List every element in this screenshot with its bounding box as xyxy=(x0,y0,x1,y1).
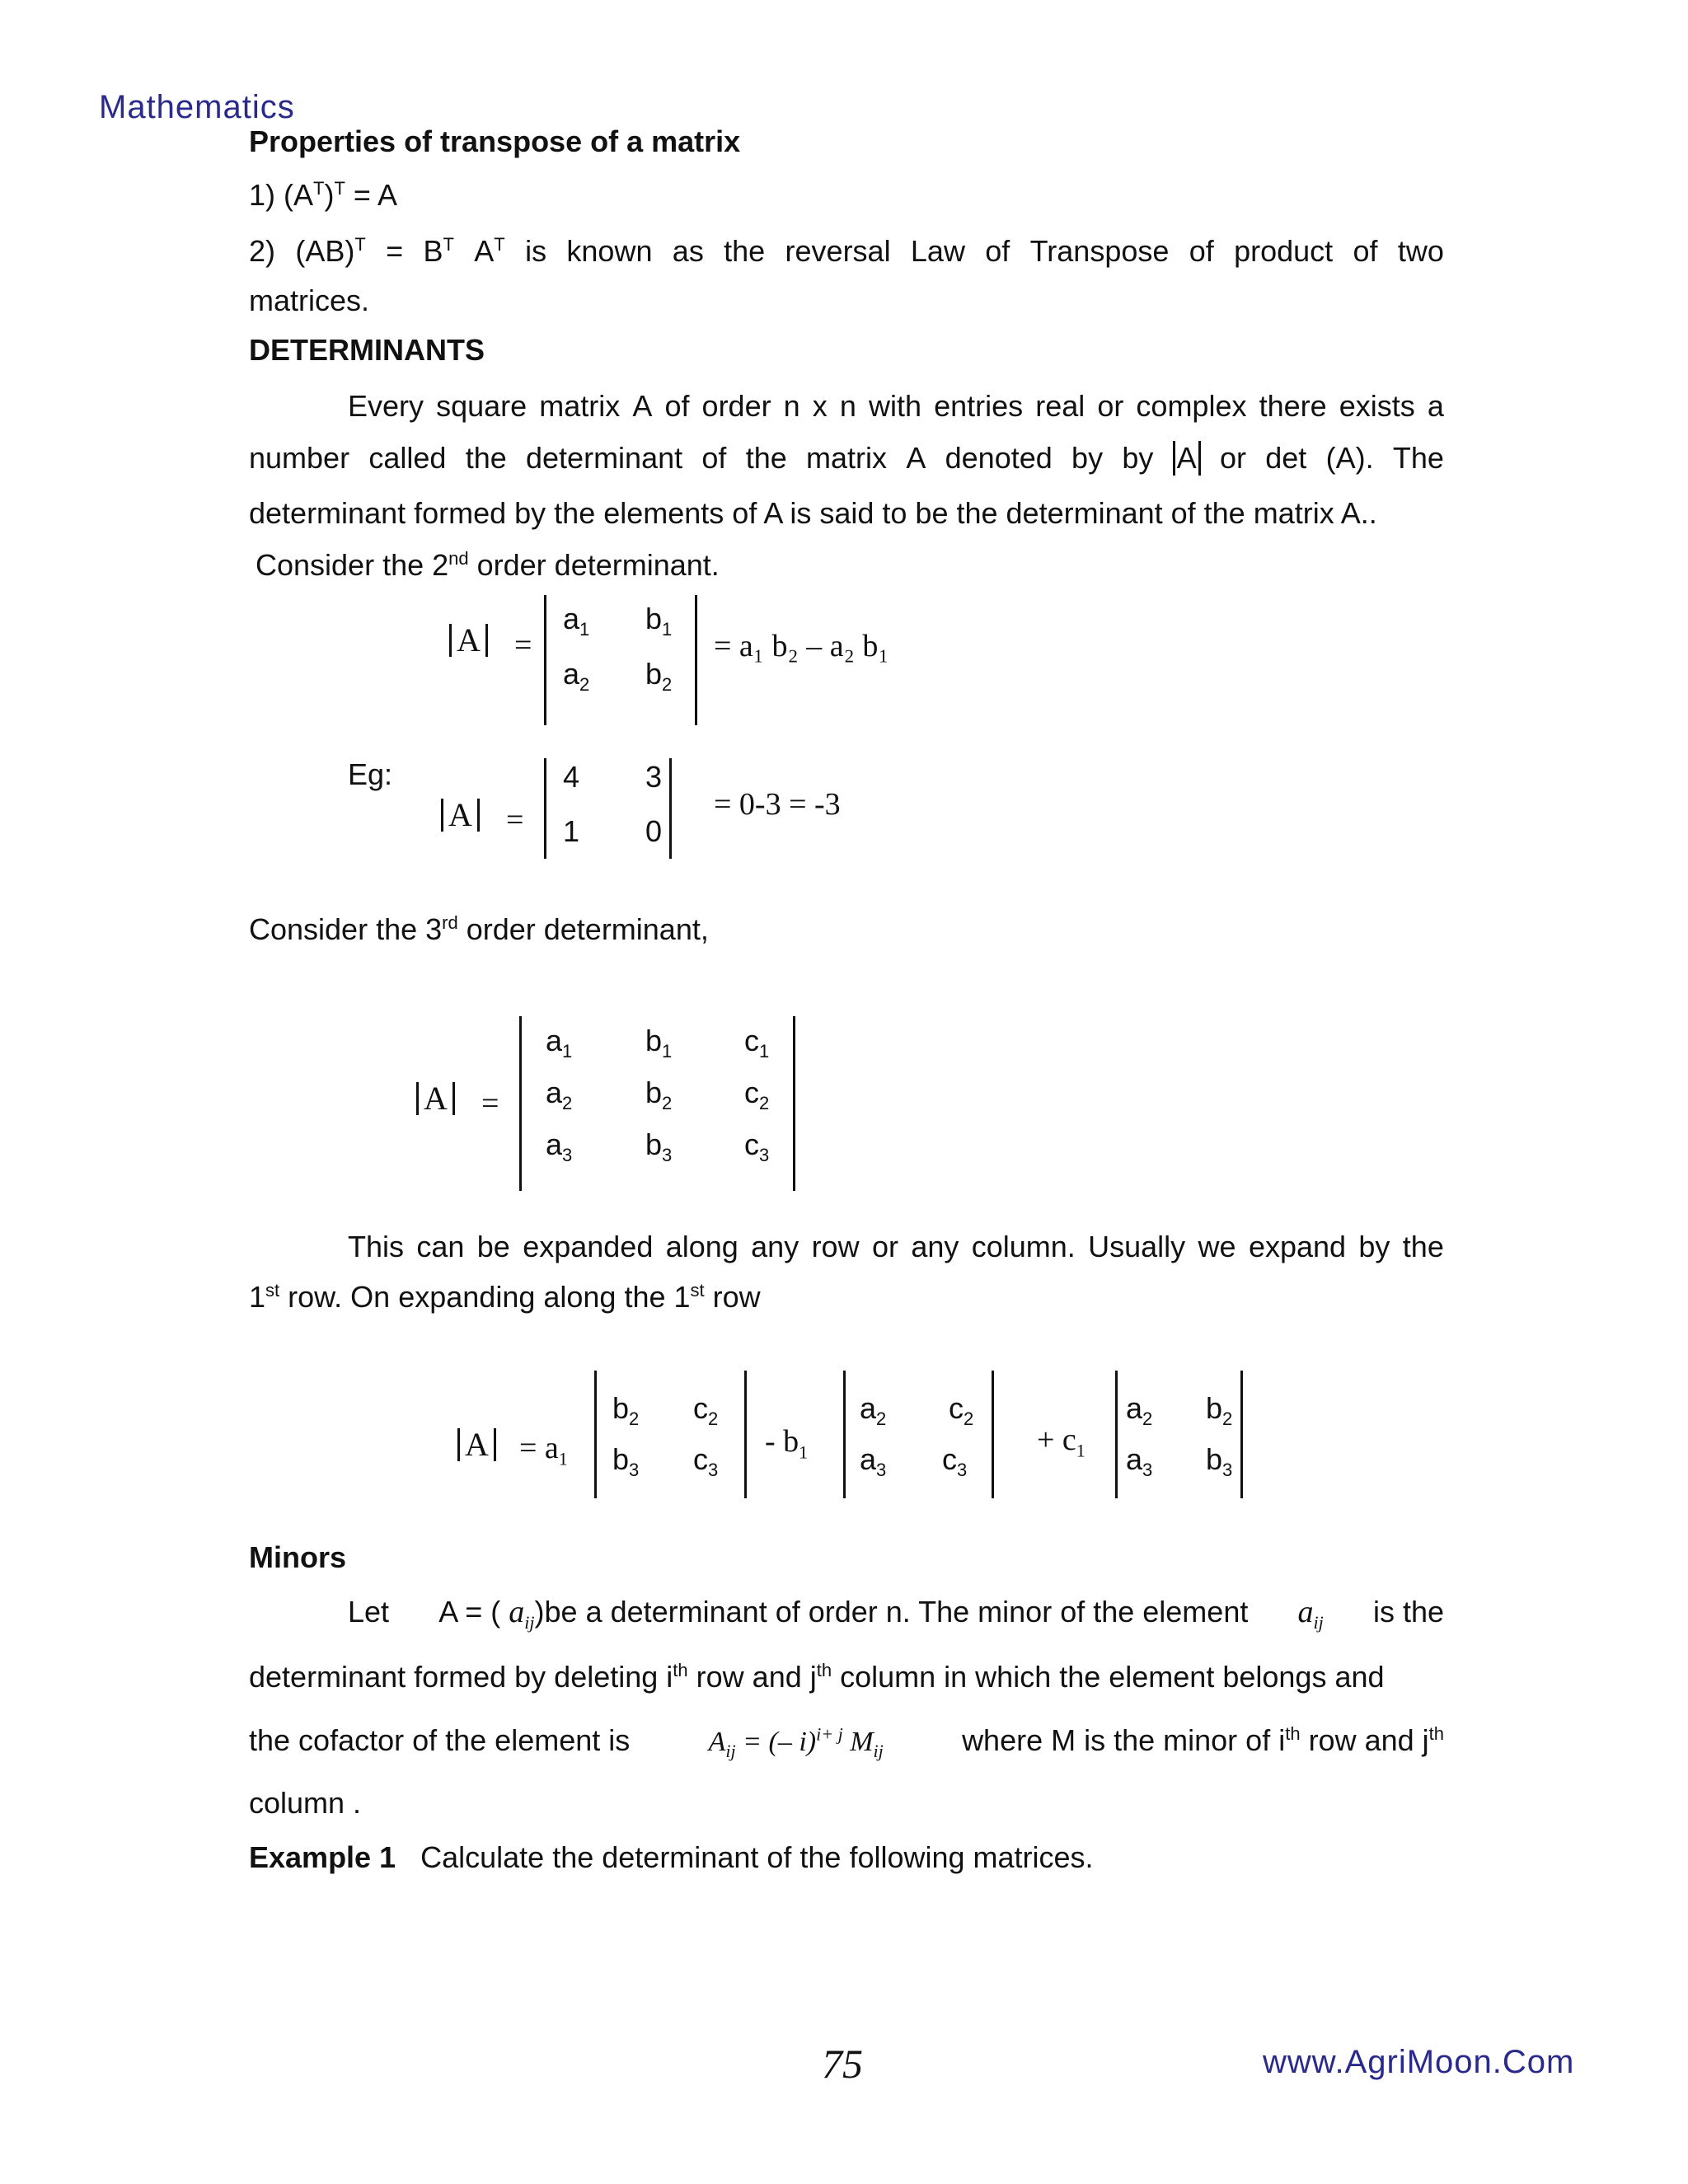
eg-label: Eg: xyxy=(348,757,393,791)
coef-a1: = $a_1$ xyxy=(519,1431,568,1469)
minors-line-4: column . xyxy=(249,1786,362,1820)
lhs-abs-a: A xyxy=(449,624,488,657)
m3-cell: $c_3$ xyxy=(744,1127,770,1166)
example-1: Example 1 Calculate the determinant of the following matrices. xyxy=(249,1840,1094,1874)
minors-line-2: determinant formed by deleting $i^{th}$ row and $j^{th}$ column in which the element belongs and xyxy=(249,1660,1385,1694)
minor3-cell: $a_2$ xyxy=(1126,1391,1153,1430)
cell-b1: $b_1$ xyxy=(645,602,673,640)
minor1-cell: $c_3$ xyxy=(693,1442,719,1481)
expand-line-2: 1st row. On expanding along the 1st row xyxy=(249,1280,761,1314)
determinants-heading: DETERMINANTS xyxy=(249,333,485,367)
footer-website[interactable]: www.AgriMoon.Com xyxy=(1263,2044,1575,2080)
minor2-cell: $a_2$ xyxy=(860,1391,887,1430)
transpose-heading: Properties of transpose of a matrix xyxy=(249,124,741,158)
m3-cell: $b_1$ xyxy=(645,1024,673,1062)
lhs-abs-b: A xyxy=(441,799,480,832)
minor3-cell: $b_2$ xyxy=(1206,1391,1233,1430)
coef-c1: + $c_1$ xyxy=(1037,1422,1085,1461)
lhs-equals: = xyxy=(514,628,532,663)
third-order-intro: Consider the 3rd order determinant, xyxy=(249,912,709,946)
eg-cell: 0 xyxy=(645,814,663,848)
m3-cell: $c_1$ xyxy=(744,1024,770,1062)
eg-cell: 4 xyxy=(563,760,580,794)
lhs-abs-d: A xyxy=(457,1428,496,1461)
lhs-abs-c: A xyxy=(416,1082,455,1115)
m3-cell: $b_2$ xyxy=(645,1076,673,1114)
lhs-equals-b: = xyxy=(506,803,524,837)
header-subject: Mathematics xyxy=(99,89,295,125)
minor1-cell: $c_2$ xyxy=(693,1391,719,1430)
cell-b2: $b_2$ xyxy=(645,657,673,696)
m3-cell: $c_2$ xyxy=(744,1076,770,1114)
property-2-end: matrices. xyxy=(249,284,370,317)
det-para-line-3: determinant formed by the elements of A is said to be the determinant of the matrix A.. xyxy=(249,496,1377,530)
expand-line-1: This can be expanded along any row or any column. Usually we expand by the xyxy=(348,1230,1444,1263)
m3-cell: $a_2$ xyxy=(546,1076,573,1114)
second-order-result: = a₁ b₂ – a₂ b₁ xyxy=(714,629,889,663)
minors-line-1: Let A = ( $a_{ij})be$ a determinant of order n. The minor of the element $a_{ij}$ is the xyxy=(348,1595,1444,1633)
minor2-cell: $c_3$ xyxy=(942,1442,968,1481)
det-para-line-1: Every square matrix A of order n x n with entries real or complex there exists a xyxy=(348,389,1444,423)
minor2-cell: $c_2$ xyxy=(949,1391,974,1430)
cell-a1: $a_1$ xyxy=(563,602,590,640)
property-2: 2) (AB)$^T$ = $B^T$ $A^T$ is known as the reversal Law of Transpose of product of two xyxy=(249,234,1444,268)
lhs-equals-c: = xyxy=(481,1086,499,1121)
m3-cell: $b_3$ xyxy=(645,1127,673,1166)
cell-a2: $a_2$ xyxy=(563,657,590,696)
eg-result: = 0-3 = -3 xyxy=(714,787,841,822)
second-order-intro: Consider the 2nd order determinant. xyxy=(256,548,720,582)
property-1: 1) $(A^T)^T = A$ xyxy=(249,178,397,212)
coef-b1: - $b_1$ xyxy=(765,1424,809,1463)
cofactor-formula: $A_{ij}$ = (– i)$^{i+ j}$ $M_{ij}$ xyxy=(708,1723,884,1761)
minors-line-3: the cofactor of the element is $A_{ij}$ = (– i)$^{i+ j}$ $M_{ij}$ where M is the minor of $i^{th}$ row and $j^{th}$ xyxy=(249,1723,1444,1761)
det-para-line-2: number called the determinant of the matrix A denoted by by A or det (A). The xyxy=(249,441,1444,475)
eg-cell: 3 xyxy=(645,760,663,794)
minor3-cell: $a_3$ xyxy=(1126,1442,1153,1481)
minor1-cell: $b_3$ xyxy=(612,1442,640,1481)
minors-heading: Minors xyxy=(249,1540,347,1574)
minor3-cell: $b_3$ xyxy=(1206,1442,1233,1481)
m3-cell: $a_3$ xyxy=(546,1127,573,1166)
page-number: 75 xyxy=(822,2041,863,2087)
m3-cell: $a_1$ xyxy=(546,1024,573,1062)
minor1-cell: $b_2$ xyxy=(612,1391,640,1430)
eg-cell: 1 xyxy=(563,814,580,848)
minor2-cell: $a_3$ xyxy=(860,1442,887,1481)
